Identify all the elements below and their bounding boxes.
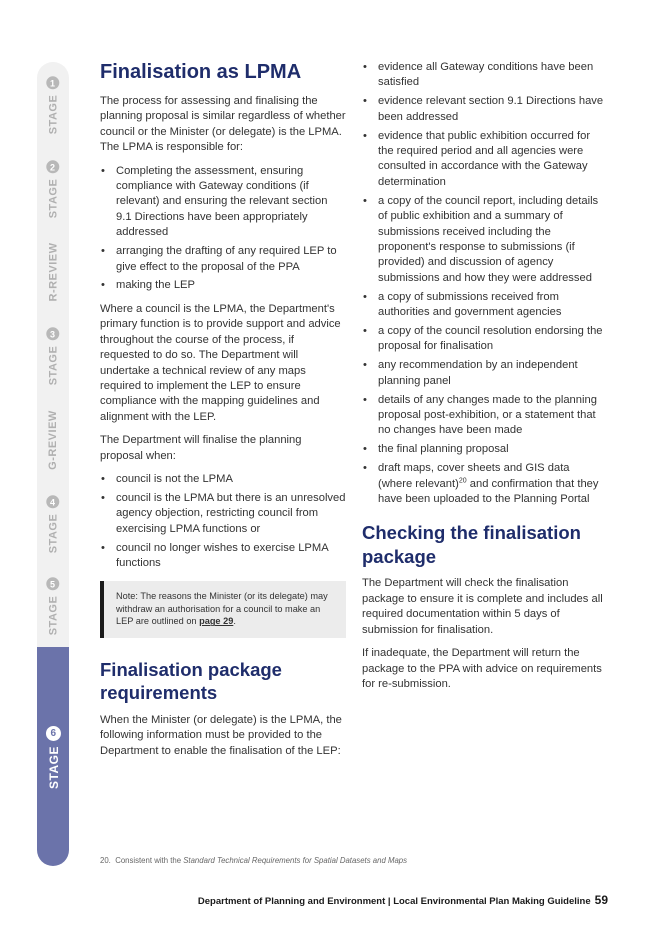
department-finalise-paragraph: The Department will finalise the planning proposal when: (100, 434, 302, 462)
list-item: • evidence relevant section 9.1 Directions have been addressed (362, 94, 606, 125)
tab-stage-2[interactable] (37, 148, 69, 230)
list-item: • any recommendation by an independent planning panel (362, 358, 606, 389)
tab-number: 3 (47, 327, 60, 340)
tab-label: STAGE (47, 513, 60, 553)
footnote-ref[interactable]: 20 (458, 476, 467, 484)
footnote-number: 20. (100, 856, 111, 865)
list-item: • council is the LPMA but there is an unresolved agency objection, restricting council from exercising LPMA functions or (100, 491, 346, 537)
requirements-intro-paragraph: When the Minister (or delegate) is the LPMA, the following information must be provided to the Department to enable the finalisation of the LEP: (100, 713, 342, 757)
check-paragraph: The Department will check the finalisation package to ensure it is complete and includes all required documentation within 5 days of submission for finalisation. (362, 577, 603, 636)
tab-stage-3[interactable] (37, 314, 69, 398)
left-column (100, 58, 346, 767)
tab-stage-4[interactable] (37, 482, 69, 566)
department-finalise-list (100, 472, 346, 571)
package-requirements-list (362, 60, 606, 507)
tab-number: 5 (47, 578, 60, 591)
council-lpma-paragraph: Where a council is the LPMA, the Department's primary function is to provide support and advice throughout the course of the process, if requested to do so. The Department will undertake a technical review of any maps required to implement the LEP to ensure compliance with the mapping guidelines and alignment with the LEP. (100, 302, 341, 423)
list-item (362, 461, 606, 507)
list-item: • the final planning proposal (362, 442, 606, 457)
tab-label: G-REVIEW (47, 410, 59, 470)
tab-r-review[interactable] (37, 230, 69, 314)
list-item: • a copy of the council resolution endorsing the proposal for finalisation (362, 324, 606, 355)
tab-stage-1[interactable] (37, 62, 69, 148)
stage-tab-rail (37, 62, 69, 866)
list-item: • council is not the LPMA (100, 472, 346, 487)
list-item: • details of any changes made to the planning proposal post-exhibition, or a statement that no changes have been made (362, 393, 606, 439)
list-item-text: and confirmation that they have been uploaded to the Planning Portal (378, 477, 599, 506)
inadequate-paragraph: If inadequate, the Department will return the package to the PPA with advice on requirements for re-submission. (362, 647, 602, 690)
tab-g-review[interactable] (37, 398, 69, 482)
heading-finalisation-as-lpma: Finalisation as LPMA (100, 61, 302, 83)
tab-number: 2 (47, 160, 60, 173)
list-item: • a copy of submissions received from authorities and government agencies (362, 290, 606, 321)
footnote (100, 856, 407, 865)
list-item: • evidence all Gateway conditions have been satisfied (362, 60, 606, 91)
lpma-responsibilities-list (100, 164, 346, 294)
page-29-link[interactable]: page 29 (199, 616, 234, 627)
note-end: . (233, 616, 236, 627)
tab-label: STAGE (47, 94, 60, 134)
footnote-title: Standard Technical Requirements for Spatial Datasets and Maps (183, 856, 408, 865)
heading-finalisation-package-requirements: Finalisation package requirements (100, 658, 282, 704)
list-item: • a copy of the council report, including details of public exhibition and a summary of submissions received including the proponent's response to submissions (if provided) and discussion of agency submissions and how they were addressed (362, 194, 606, 286)
footnote-text: Consistent with the (115, 856, 184, 865)
tab-label: R-REVIEW (47, 242, 59, 302)
tab-label: STAGE (47, 595, 60, 636)
tab-number: 4 (47, 495, 60, 508)
heading-checking-finalisation-package: Checking the finalisation package (362, 522, 581, 567)
right-column (362, 60, 606, 700)
note-text: Note: The reasons the Minister (or its delegate) may withdraw an authorisation for a council to make an LEP are outlined on (116, 591, 328, 627)
tab-label: STAGE (46, 745, 61, 789)
list-item: • Completing the assessment, ensuring compliance with Gateway conditions (if relevant) and ensuring the relevant section 9.1 Directions have been appropriately addressed (100, 164, 346, 241)
tab-number: 1 (47, 76, 60, 89)
note-box (100, 581, 346, 638)
tab-number: 6 (46, 726, 61, 741)
tab-label: STAGE (47, 345, 60, 385)
tab-stage-5[interactable] (37, 566, 69, 647)
tab-stage-6-active[interactable] (37, 712, 69, 802)
list-item: • arranging the drafting of any required LEP to give effect to the proposal of the PPA (100, 244, 346, 275)
intro-paragraph: The process for assessing and finalising the planning proposal is similar regardless of whether council or the Minister (or delegate) is the LPMA. The LPMA is responsible for: (100, 95, 346, 154)
list-item: • making the LEP (100, 278, 346, 293)
footer-text: Department of Planning and Environment | Local Environmental Plan Making Guideline (197, 896, 591, 907)
list-item: • council no longer wishes to exercise LPMA functions (100, 541, 346, 572)
list-item-text: draft maps, cover sheets and GIS data (where relevant) (378, 462, 570, 490)
list-item: • evidence that public exhibition occurred for the required period and all agencies were consulted in accordance with the Gateway determination (362, 129, 606, 191)
page-number: 59 (594, 893, 608, 907)
page-footer (198, 893, 608, 907)
tab-label: STAGE (47, 178, 60, 218)
